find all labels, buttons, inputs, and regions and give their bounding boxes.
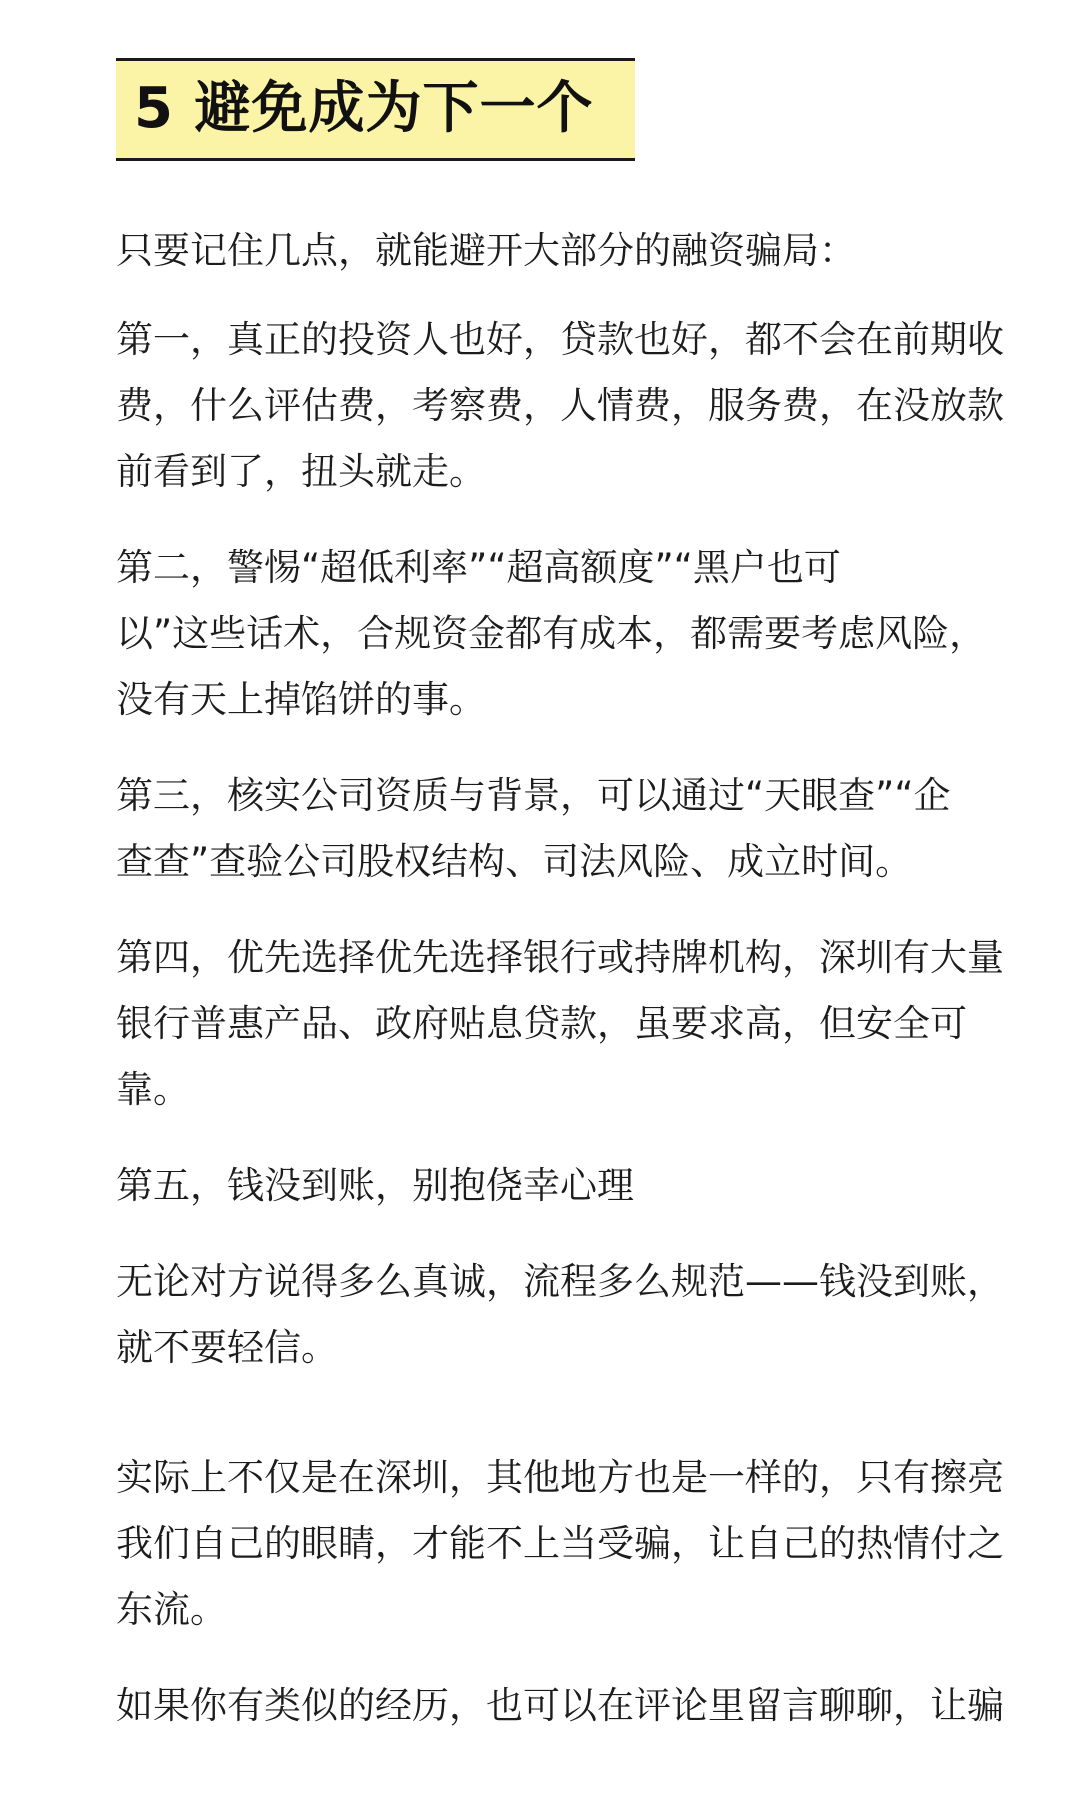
paragraph-point-5-detail: 无论对方说得多么真诚，流程多么规范——钱没到账， 就不要轻信。 (116, 1260, 1004, 1369)
paragraph-point-3: 第三，核实公司资质与背景，可以通过“天眼查”“企 查查”查验公司股权结构、司法风险、成立时间。 (116, 774, 951, 883)
paragraph-point-1: 第一，真正的投资人也好，贷款也好，都不会在前期收 费，什么评估费，考察费，人情费，服务费，在没放款 前看到了，扭头就走。 (116, 318, 1004, 493)
paragraph-point-2: 第二，警惕“超低利率”“超高额度”“黑户也可 以”这些话术，合规资金都有成本，都需要考虑风险， 没有天上掉馅饼的事。 (116, 546, 987, 721)
section-heading: 5 避免成为下一个 (134, 76, 594, 141)
paragraph-conclusion: 实际上不仅是在深圳，其他地方也是一样的，只有擦亮 我们自己的眼睛，才能不上当受骗，让自己的热情付之 东流。 (116, 1456, 1004, 1631)
paragraph-call-to-action: 如果你有类似的经历，也可以在评论里留言聊聊，让骗 (116, 1684, 1004, 1727)
paragraph-point-5: 第五，钱没到账，别抱侥幸心理 (116, 1164, 634, 1207)
section-heading-box (116, 58, 635, 161)
paragraph-intro: 只要记住几点，就能避开大部分的融资骗局： (116, 229, 856, 272)
paragraph-point-4: 第四，优先选择优先选择银行或持牌机构，深圳有大量 银行普惠产品、政府贴息贷款，虽要求高，但安全可 靠。 (116, 936, 1004, 1111)
